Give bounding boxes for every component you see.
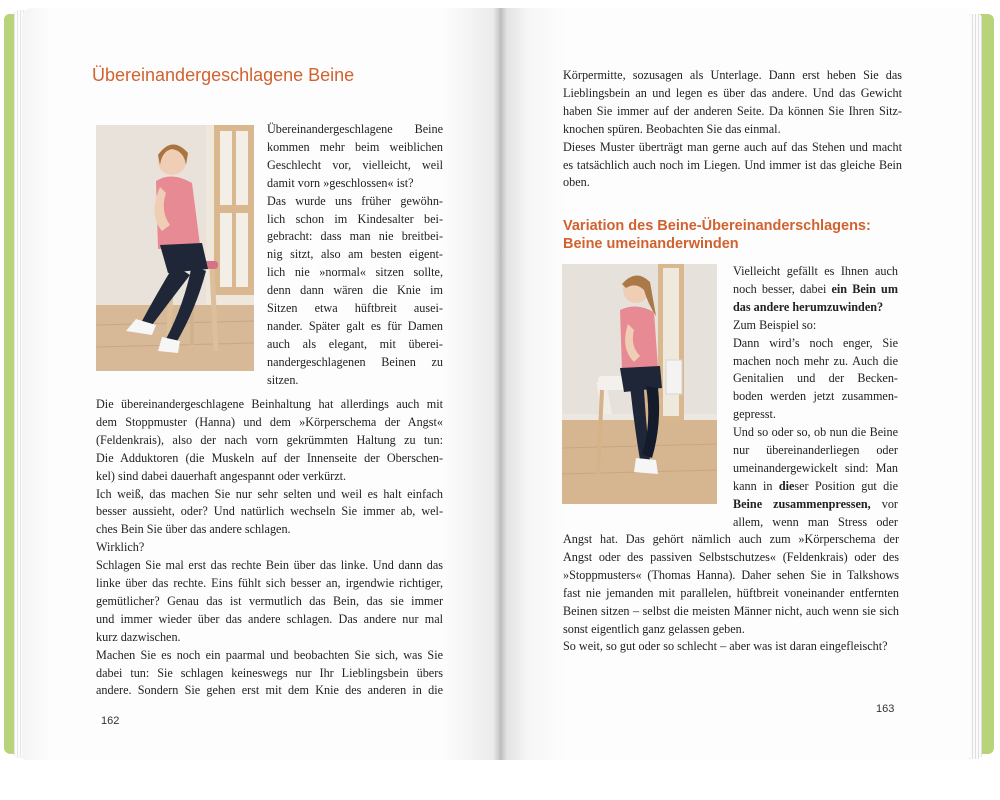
woman-sitting-legs-wound-photo xyxy=(562,264,717,504)
text-line: haben Sie immer auf der anderen Seite. Da können Sie Ihren Sitz- xyxy=(563,103,902,118)
text-line: Angst hat. Das gehört nämlich auch zum »Körperschema der xyxy=(563,532,899,546)
text-line: und immer wieder über das andere schlagen. Das andere nur mal xyxy=(96,611,443,626)
text-line: kurz dazwischen. xyxy=(96,629,181,644)
text-line: umeinandergewickelt sind: Man xyxy=(733,460,898,475)
photo-legs-wound xyxy=(562,264,717,504)
text-line: ches Bein Sie über das andere schlagen. xyxy=(96,522,291,537)
text-line: andere. Sondern Sie gehen erst mit dem Knie des anderen in die xyxy=(96,683,443,698)
text-line: boden werden jetzt zusammen- xyxy=(733,389,898,404)
text-line: machen noch mehr zu. Auch die xyxy=(733,353,898,368)
text-line: gemütlicher? Genau das ist vermutlich das Bein, das sie immer xyxy=(96,593,443,608)
text-line: »Stoppmusters« (Thomas Hanna). Daher sehen Sie in Talkshows xyxy=(563,567,899,582)
text-line: Das wurde uns früher gewöhn- xyxy=(267,193,443,208)
photo-crossed-legs xyxy=(96,125,254,371)
text-line: knochen spüren. Beobachten Sie das einmal. xyxy=(563,121,781,136)
text-line: nig sitzt, also am besten eigent- xyxy=(267,247,443,262)
text-line: Und so oder so, ob nun die Beine xyxy=(733,425,898,440)
section-subheading-line2: Beine umeinanderwinden xyxy=(563,236,739,252)
text-line: denn dann wären die Knie im xyxy=(267,283,443,298)
text-line: oben. xyxy=(563,175,590,190)
text-line: Zum Beispiel so: xyxy=(733,317,817,332)
text-line: auch als elegant, mit überei- xyxy=(267,336,443,351)
text-line: Sitzen etwa hüftbreit ausei- xyxy=(267,301,443,315)
text-line: noch besser, dabei ein Bein um xyxy=(733,281,898,296)
text-line: Körpermitte, sozusagen als Unterlage. Dann erst heben Sie das xyxy=(563,68,902,82)
section-subheading-line1: Variation des Beine-Übereinanderschlagens: xyxy=(563,218,871,234)
text-line: Beine zusammenpressen, vor xyxy=(733,496,898,511)
text-line: Dann wird’s noch enger, Sie xyxy=(733,335,898,350)
text-line: (Feldenkrais), also der nach vorn gekrümmten Haltung zu tun: xyxy=(96,432,443,447)
text-line: nander. Später galt es für Damen xyxy=(267,318,443,333)
text-line: nandergeschlagenen Beinen zu xyxy=(267,354,443,369)
text-line: kann in dieser Position gut die xyxy=(733,478,899,493)
text-line: allem, wenn man Stress oder xyxy=(733,514,898,529)
text-line: nur übereinanderliegen oder xyxy=(733,443,898,457)
page-number-left: 162 xyxy=(101,715,120,727)
text-line: Dieses Muster überträgt man gerne auch auf das Stehen und macht xyxy=(563,139,902,154)
text-line: gebracht: dass man nie breitbei- xyxy=(267,229,443,244)
text-line: Ich weiß, das machen Sie nur sehr selten und weil es halt einfach xyxy=(96,486,443,501)
text-line: Geschlecht vor, vielleicht, weil xyxy=(267,157,443,172)
text-line: dem Stoppmuster (Hanna) und dem »Körperschema der Angst« xyxy=(96,414,443,429)
page-number-right: 163 xyxy=(876,703,895,715)
text-line: Genitalien und der Becken- xyxy=(733,371,898,386)
text-line: Vielleicht gefällt es Ihnen auch xyxy=(733,264,898,278)
text-line: fast nie jemanden mit parallelen, hüftbreit voneinander entfernten xyxy=(563,585,899,600)
text-line: dabei tun: Sie schlagen keineswegs nur Ihr Lieblingsbein übers xyxy=(96,665,443,680)
text-line: So weit, so gut oder so schlecht – aber was ist daran eingefleischt? xyxy=(563,639,888,654)
text-line: lich nie »normal« sitzen sollte, xyxy=(267,265,443,280)
text-line: Lieblingsbein an und legen es über das andere. Und das Gewicht xyxy=(563,85,902,100)
text-line: sitzen. xyxy=(267,372,299,387)
text-line: Übereinandergeschlagene Beine xyxy=(267,122,443,136)
text-line: Machen Sie es noch ein paarmal und beobachten Sie sich, was Sie xyxy=(96,647,443,662)
text-line: kommen mehr beim weiblichen xyxy=(267,139,443,154)
text-line: damit vorn »geschlossen« ist? xyxy=(267,175,414,190)
text-line: lich schon im Kindesalter bei- xyxy=(267,211,443,226)
text-line: Wirklich? xyxy=(96,540,145,555)
text-line: kel) sind dabei dauerhaft angespannt oder verkürzt. xyxy=(96,468,347,483)
text-line: Angst oder des passiven Selbstschutzes« (Feldenkrais) oder des xyxy=(563,549,899,564)
text-line: Die übereinandergeschlagene Beinhaltung hat allerdings auch mit xyxy=(96,397,443,411)
text-line: linke über das rechte. Eins fühlt sich besser an, irgendwie richtiger, xyxy=(96,576,443,590)
text-line: Schlagen Sie mal erst das rechte Bein über das linke. Und dann das xyxy=(96,558,443,573)
text-line: gepresst. xyxy=(733,407,776,422)
book-gutter xyxy=(493,8,507,760)
text-line: Die Adduktoren (die Muskeln auf der Innenseite der Oberschen- xyxy=(96,450,443,465)
page-heading: Übereinandergeschlagene Beine xyxy=(92,65,355,85)
text-line: es tatsächlich auch noch im Liegen. Und immer ist das gleiche Bein xyxy=(563,157,902,172)
text-line: Beinen sitzen – selbst die meisten Männer nicht, auch wenn sie sich xyxy=(563,603,899,618)
text-line: sonst eigentlich ganz gelassen geben. xyxy=(563,621,745,636)
woman-sitting-crossed-legs-photo xyxy=(96,125,254,371)
text-line: das andere herumzuwinden? xyxy=(733,299,884,314)
text-line: besser aussieht, oder? Und natürlich wechseln Sie immer ab, wel- xyxy=(96,504,443,519)
